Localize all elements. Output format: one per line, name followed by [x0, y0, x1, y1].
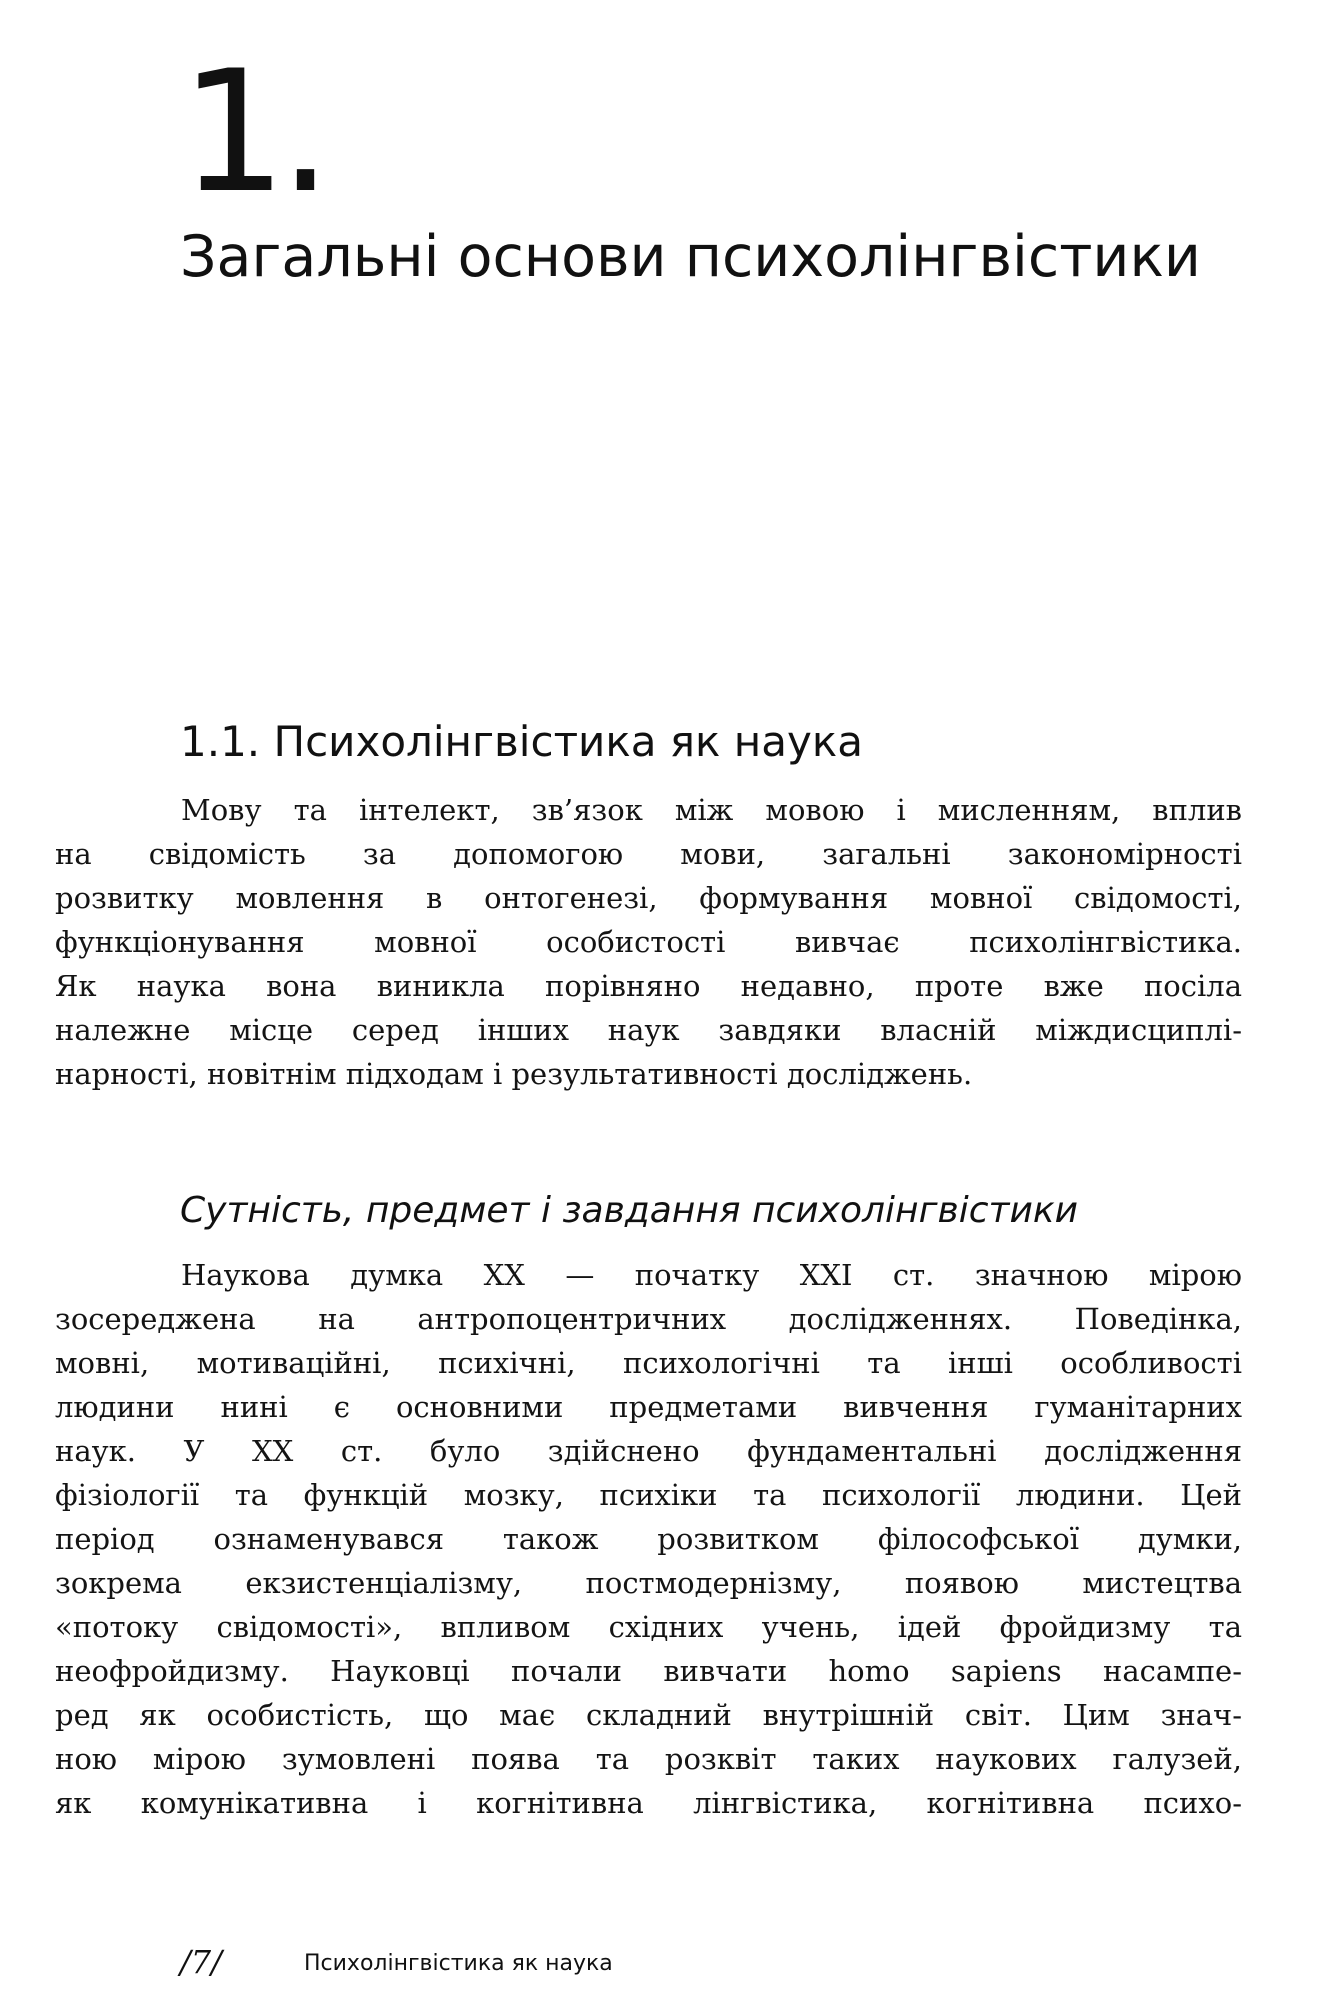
paragraph-line: Мову та інтелект, зв’язок між мовою і мисленням, вплив [181, 793, 1242, 827]
chapter-number: 1. [180, 34, 325, 230]
section-paragraph [55, 788, 1242, 1096]
running-title: Психолінгвістика як наука [304, 1951, 613, 1976]
paragraph-line: зокрема екзистенціалізму, постмодернізму, появою мистецтва [55, 1566, 1242, 1600]
paragraph-line: Наукова думка XX — початку XXI ст. значною мірою [181, 1258, 1242, 1292]
paragraph-line: Як наука вона виникла порівняно недавно, проте вже посіла [55, 969, 1242, 1003]
paragraph-line: зосереджена на антропоцентричних дослідженнях. Поведінка, [55, 1302, 1242, 1336]
paragraph-line: фізіології та функцій мозку, психіки та психології людини. Цей [55, 1478, 1242, 1512]
paragraph-line: нарності, новітнім підходам і результативності досліджень. [55, 1057, 973, 1091]
paragraph-line: ною мірою зумовлені поява та розквіт таких наукових галузей, [55, 1742, 1242, 1776]
paragraph-line: наук. У XX ст. було здійснено фундаментальні дослідження [55, 1434, 1242, 1468]
paragraph-line: неофройдизму. Науковці почали вивчати homo sapiens насампе- [55, 1654, 1242, 1688]
paragraph-line: належне місце серед інших наук завдяки власній міждисциплі- [55, 1013, 1242, 1047]
paragraph-line: ред як особистість, що має складний внутрішній світ. Цим знач- [55, 1698, 1242, 1732]
paragraph-line: на свідомість за допомогою мови, загальні закономірності [55, 837, 1242, 871]
paragraph-line: період ознаменувався також розвитком філософської думки, [55, 1522, 1242, 1556]
paragraph-line: людини нині є основними предметами вивчення гуманітарних [55, 1390, 1242, 1424]
page-number: /7/ [180, 1943, 222, 1981]
paragraph-line: мовні, мотиваційні, психічні, психологічні та інші особливості [55, 1346, 1242, 1380]
section-heading: 1.1. Психолінгвістика як наука [180, 717, 863, 766]
page-footer [180, 1942, 1280, 1982]
paragraph-line: «потоку свідомості», впливом східних учень, ідей фройдизму та [55, 1610, 1242, 1644]
paragraph-line: функціонування мовної особистості вивчає психолінгвістика. [55, 925, 1242, 959]
subsection-paragraph [55, 1253, 1242, 1825]
chapter-title: Загальні основи психолінгвістики [180, 224, 1201, 290]
paragraph-line: як комунікативна і когнітивна лінгвістика, когнітивна психо- [55, 1786, 1242, 1820]
paragraph-line: розвитку мовлення в онтогенезі, формування мовної свідомості, [55, 881, 1242, 915]
subsection-heading: Сутність, предмет і завдання психолінгвістики [180, 1190, 1078, 1231]
